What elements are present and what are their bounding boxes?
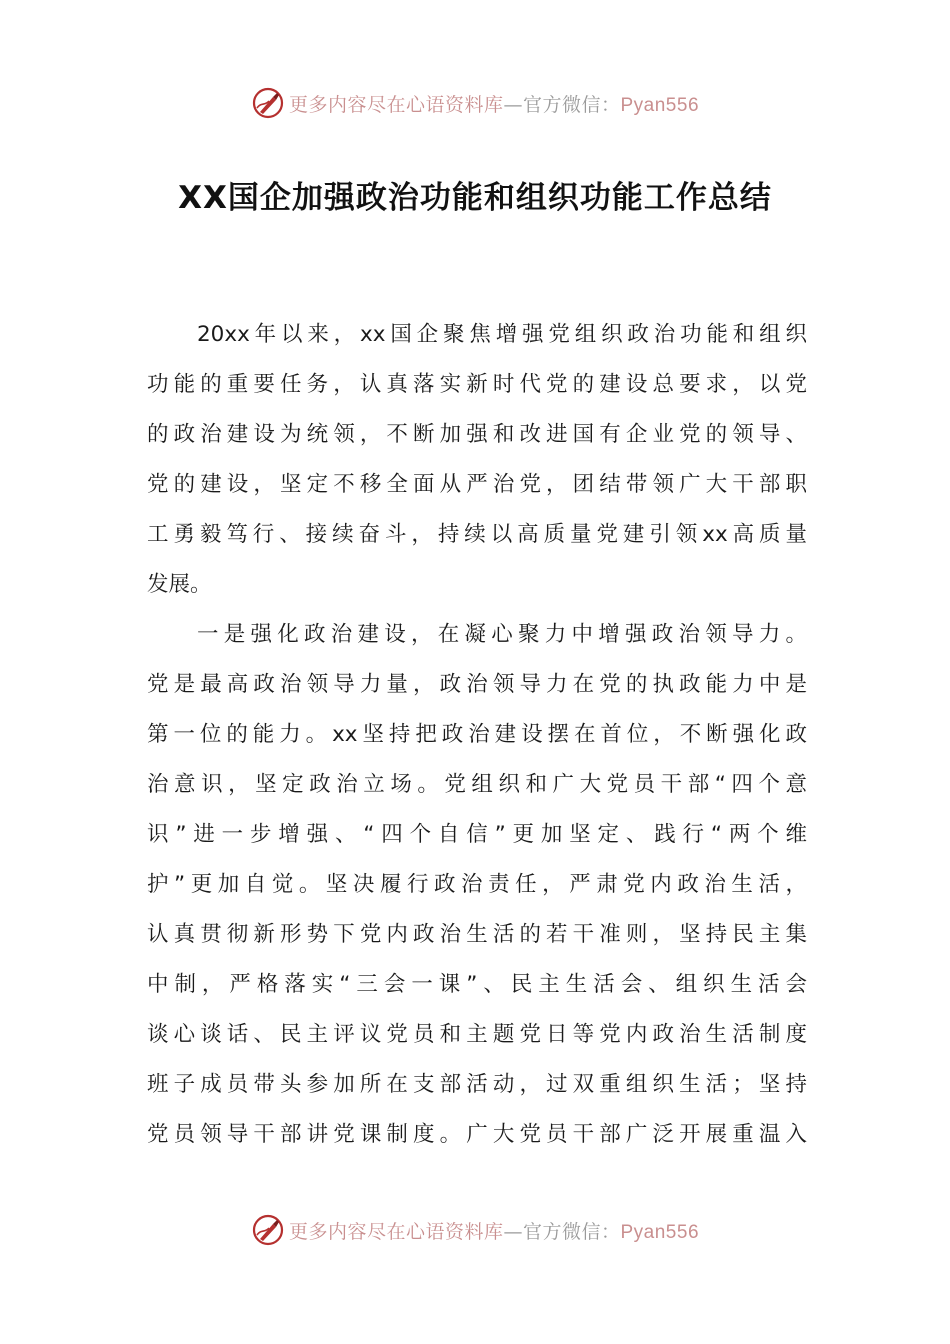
watermark-official-label: 官方微信：: [522, 93, 621, 116]
watermark-wechat-id: Pyan556: [620, 1221, 700, 1243]
watermark-banner-bottom: [0, 1210, 950, 1250]
document-title: XX国企加强政治功能和组织功能工作总结: [178, 180, 772, 216]
paragraph-line: 护”更加自觉。坚决履行政治责任，严肃党内政治生活，: [147, 872, 807, 897]
watermark-dash: —: [503, 1220, 523, 1243]
paragraph-2: [147, 610, 807, 1160]
paragraph-line: 20xx年以来，xx国企聚焦增强党组织政治功能和组织: [197, 322, 807, 347]
paragraph-line: 中制，严格落实“三会一课”、民主生活会、组织生活会: [147, 972, 807, 997]
watermark-text: [289, 1217, 699, 1244]
watermark-main-text: 更多内容尽在心语资料库: [288, 93, 504, 116]
paragraph-line: 班子成员带头参加所在支部活动，过双重组织生活；坚持: [147, 1072, 807, 1097]
paragraph-line: 谈心谈话、民主评议党员和主题党日等党内政治生活制度: [147, 1022, 807, 1047]
paragraph-line: 治意识，坚定政治立场。党组织和广大党员干部“四个意: [147, 772, 807, 797]
paragraph-line: 功能的重要任务，认真落实新时代党的建设总要求，以党: [147, 372, 807, 397]
paragraph-line: 党是最高政治领导力量，政治领导力在党的执政能力中是: [147, 672, 807, 697]
watermark-text: [289, 90, 699, 117]
paragraph-line: 一是强化政治建设，在凝心聚力中增强政治领导力。: [197, 622, 807, 647]
paragraph-line: 发展。: [147, 572, 212, 597]
paragraph-line: 识”进一步增强、“四个自信”更加坚定、践行“两个维: [147, 822, 807, 847]
watermark-main-text: 更多内容尽在心语资料库: [288, 1220, 504, 1243]
paragraph-line: 的政治建设为统领，不断加强和改进国有企业党的领导、: [147, 422, 807, 447]
paragraph-line: 认真贯彻新形势下党内政治生活的若干准则，坚持民主集: [147, 922, 807, 947]
pen-logo-icon: [251, 86, 285, 120]
paragraph-line: 工勇毅笃行、接续奋斗，持续以高质量党建引领xx高质量: [147, 522, 807, 547]
paragraph-1: [147, 310, 807, 610]
paragraph-line: 党的建设，坚定不移全面从严治党，团结带领广大干部职: [147, 472, 807, 497]
paragraph-line: 党员领导干部讲党课制度。广大党员干部广泛开展重温入: [147, 1122, 807, 1147]
pen-logo-icon: [251, 1213, 285, 1247]
paragraph-line: 第一位的能力。xx坚持把政治建设摆在首位，不断强化政: [147, 722, 807, 747]
watermark-wechat-id: Pyan556: [620, 94, 700, 116]
watermark-official-label: 官方微信：: [522, 1220, 621, 1243]
watermark-dash: —: [503, 93, 523, 116]
watermark-banner-top: [0, 83, 950, 123]
document-body: [147, 310, 807, 1160]
